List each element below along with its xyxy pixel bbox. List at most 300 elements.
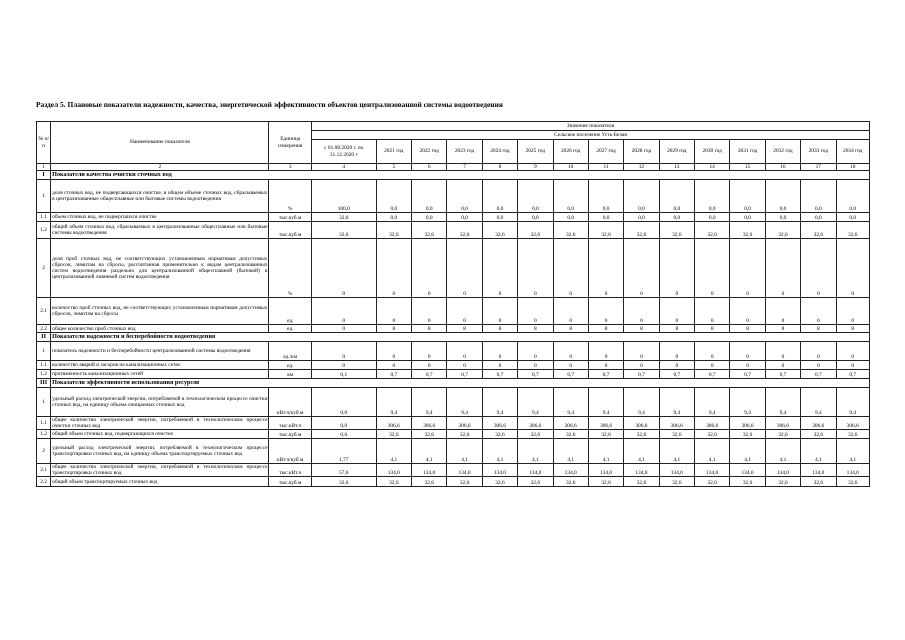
- value-cell: 0,7: [447, 370, 482, 379]
- unit-header: Единица измерения: [269, 122, 311, 164]
- row-number: 2: [37, 439, 51, 464]
- column-number: 8: [482, 164, 517, 171]
- value-cell: 0,0: [836, 213, 870, 222]
- period-header: 2032 год: [765, 140, 800, 164]
- value-cell: 306,6: [836, 417, 870, 430]
- value-cell: 0: [588, 298, 623, 325]
- section-number: III: [37, 379, 51, 388]
- period-header: 2029 год: [659, 140, 694, 164]
- table-row: [37, 342, 870, 361]
- value-cell: 0,0: [311, 430, 376, 439]
- value-cell: 32,6: [518, 222, 553, 239]
- value-cell: 9,4: [518, 388, 553, 417]
- column-number: 3: [269, 164, 311, 171]
- value-cell: 8: [695, 325, 730, 333]
- value-cell: 0,0: [553, 180, 588, 213]
- column-number: 13: [659, 164, 694, 171]
- value-cell: 134,0: [518, 464, 553, 477]
- value-cell: 0,0: [518, 180, 553, 213]
- value-cell: 32,6: [730, 430, 765, 439]
- value-cell: 0: [730, 361, 765, 370]
- indicator-name: доля сточных вод, не подвергающихся очистке, в общем объеме сточных вод, сбрасываемых в централизованные общесплавные или бытовые системы водоотведения: [51, 180, 269, 213]
- value-cell: 32,6: [836, 222, 870, 239]
- indicator-name: общий объем транспортируемых сточных вод: [51, 477, 269, 487]
- value-cell: 32,6: [624, 222, 659, 239]
- value-cell: 32,6: [801, 222, 836, 239]
- value-cell: 0,0: [624, 213, 659, 222]
- value-cell: 0: [659, 298, 694, 325]
- value-cell: 0: [624, 342, 659, 361]
- value-cell: 4,1: [482, 439, 517, 464]
- value-cell: 0,0: [447, 213, 482, 222]
- indicator-name: протяженность канализационных сетей: [51, 370, 269, 379]
- value-cell: 0,0: [588, 213, 623, 222]
- value-cell: 306,6: [730, 417, 765, 430]
- column-number: 9: [518, 164, 553, 171]
- value-cell: 0,0: [412, 180, 447, 213]
- value-cell: 57,6: [311, 464, 376, 477]
- column-number: 5: [376, 164, 411, 171]
- period-header: 2026 год: [553, 140, 588, 164]
- value-cell: 0: [553, 361, 588, 370]
- value-cell: 0,0: [412, 213, 447, 222]
- value-cell: 0: [482, 361, 517, 370]
- table-row: [37, 298, 870, 325]
- period-header: 2022 год: [412, 140, 447, 164]
- value-cell: 8: [412, 325, 447, 333]
- value-cell: 32,6: [801, 430, 836, 439]
- value-cell: 9,4: [376, 388, 411, 417]
- value-cell: 4,1: [588, 439, 623, 464]
- value-cell: 9,4: [624, 388, 659, 417]
- value-cell: 306,6: [659, 417, 694, 430]
- row-number: 1: [37, 388, 51, 417]
- value-cell: 0: [695, 361, 730, 370]
- value-cell: 0: [553, 239, 588, 298]
- value-cell: 0: [765, 298, 800, 325]
- value-cell: 4,1: [836, 439, 870, 464]
- value-cell: 32,6: [518, 430, 553, 439]
- value-cell: 32,6: [412, 430, 447, 439]
- value-cell: 0,7: [376, 370, 411, 379]
- value-cell: 0: [518, 239, 553, 298]
- value-cell: 32,6: [482, 222, 517, 239]
- value-cell: 0,0: [730, 213, 765, 222]
- indicator-name: удельный расход электрической энергии, потребляемой в технологическом процессе транспортировки сточных вод, на единицу объема транспортируемых сточных вод: [51, 439, 269, 464]
- page-title: Раздел 5. Плановые показатели надежности, качества, энергетической эффективности объектов централизованной системы водоотведения: [36, 100, 503, 109]
- value-cell: 0: [765, 361, 800, 370]
- value-cell: 9,4: [730, 388, 765, 417]
- value-cell: 0: [482, 342, 517, 361]
- table-row: [37, 239, 870, 298]
- value-cell: 32,6: [836, 430, 870, 439]
- value-cell: 9,4: [695, 388, 730, 417]
- value-cell: 0: [518, 342, 553, 361]
- section-row: [37, 333, 870, 342]
- value-cell: 306,6: [376, 417, 411, 430]
- value-cell: 0: [311, 342, 376, 361]
- value-cell: 0: [765, 342, 800, 361]
- value-cell: 134,0: [588, 464, 623, 477]
- value-cell: 4,1: [730, 439, 765, 464]
- indicator-name: общее количество электрической энергии, потребляемой в технологическом процессе транспортировки сточных вод: [52, 464, 268, 477]
- value-cell: 0: [412, 361, 447, 370]
- value-cell: 0: [765, 239, 800, 298]
- column-number: 7: [447, 164, 482, 171]
- period-header: 2027 год: [588, 140, 623, 164]
- table-row: [37, 325, 870, 333]
- value-cell: 0,0: [518, 213, 553, 222]
- period-header: 2033 год: [801, 140, 836, 164]
- value-cell: 0: [376, 298, 411, 325]
- section-row: [37, 379, 870, 388]
- value-cell: 32,6: [659, 477, 694, 487]
- value-cell: 1,77: [311, 439, 376, 464]
- section-row: [37, 171, 870, 180]
- row-number: 1.2: [37, 430, 51, 439]
- value-cell: 134,0: [376, 464, 411, 477]
- value-cell: 9,4: [801, 388, 836, 417]
- value-cell: 0: [730, 239, 765, 298]
- value-cell: 8: [447, 325, 482, 333]
- value-cell: 32,6: [765, 222, 800, 239]
- value-cell: 0: [412, 298, 447, 325]
- value-cell: 0: [801, 239, 836, 298]
- value-cell: 32,6: [624, 477, 659, 487]
- value-cell: 306,6: [553, 417, 588, 430]
- value-cell: 9,4: [659, 388, 694, 417]
- value-cell: 306,6: [765, 417, 800, 430]
- indicator-name: общее количество электрической энергии, потребляемой в технологическом процессе очистки сточных вод: [52, 417, 268, 430]
- settlement-header: Сельское поселение Усть-Белая: [311, 131, 869, 140]
- value-cell: 0: [836, 298, 870, 325]
- value-cell: 0,7: [730, 370, 765, 379]
- value-cell: 8: [553, 325, 588, 333]
- column-number: 1: [37, 164, 51, 171]
- value-cell: 0,7: [482, 370, 517, 379]
- value-cell: 0: [376, 361, 411, 370]
- value-cell: 0: [624, 239, 659, 298]
- value-cell: 32,6: [695, 222, 730, 239]
- value-cell: 0: [518, 298, 553, 325]
- value-cell: 0: [836, 239, 870, 298]
- period-header: 2028 год: [624, 140, 659, 164]
- value-cell: 32,6: [624, 430, 659, 439]
- unit-cell: ед.: [269, 298, 311, 325]
- value-cell: 0,0: [311, 417, 376, 430]
- name-header: Наименование показателя: [51, 122, 269, 164]
- unit-cell: тыс.куб.м: [269, 477, 311, 487]
- value-cell: 134,0: [836, 464, 870, 477]
- value-cell: 134,0: [412, 464, 447, 477]
- value-cell: 32,6: [765, 477, 800, 487]
- value-cell: 306,6: [624, 417, 659, 430]
- row-number: 1.1: [37, 213, 51, 222]
- value-cell: 32,6: [659, 430, 694, 439]
- value-cell: 0: [376, 239, 411, 298]
- value-cell: 0: [553, 342, 588, 361]
- value-cell: 4,1: [659, 439, 694, 464]
- value-cell: 0: [588, 239, 623, 298]
- value-cell: 0: [518, 361, 553, 370]
- value-cell: 0,0: [376, 213, 411, 222]
- value-cell: 4,1: [801, 439, 836, 464]
- value-cell: 0: [311, 361, 376, 370]
- value-cell: 0: [412, 239, 447, 298]
- value-cell: 0: [659, 239, 694, 298]
- section-number: I: [37, 171, 51, 180]
- value-cell: 32,6: [412, 477, 447, 487]
- row-number: 1.1: [37, 361, 51, 370]
- value-cell: 0,7: [518, 370, 553, 379]
- value-cell: 0: [447, 298, 482, 325]
- value-cell: 9,4: [588, 388, 623, 417]
- value-cell: 0,0: [801, 213, 836, 222]
- value-cell: 4,1: [624, 439, 659, 464]
- period-header: 2030 год: [695, 140, 730, 164]
- unit-cell: тыс.кВт.ч: [269, 464, 311, 477]
- value-cell: 306,6: [588, 417, 623, 430]
- unit-cell: тыс.куб.м: [269, 430, 311, 439]
- value-cell: 32,6: [376, 477, 411, 487]
- value-cell: 4,1: [553, 439, 588, 464]
- value-cell: 32,6: [376, 222, 411, 239]
- value-cell: 0: [311, 298, 376, 325]
- indicator-name: общий объем сточных вод, сбрасываемых в централизованные общесплавные или бытовые системы водоотведения: [51, 222, 269, 239]
- value-cell: 0: [482, 298, 517, 325]
- value-cell: 0: [376, 342, 411, 361]
- value-cell: 32,6: [311, 213, 376, 222]
- value-cell: 0,0: [376, 180, 411, 213]
- value-cell: 32,6: [801, 477, 836, 487]
- value-cell: 0: [624, 361, 659, 370]
- value-cell: 0,7: [765, 370, 800, 379]
- table-row: [37, 430, 870, 439]
- column-number: 18: [836, 164, 870, 171]
- value-cell: 0: [588, 361, 623, 370]
- value-cell: 0,7: [695, 370, 730, 379]
- value-cell: 0,0: [730, 180, 765, 213]
- value-cell: 0,0: [836, 180, 870, 213]
- table-row: [37, 361, 870, 370]
- value-cell: 134,0: [765, 464, 800, 477]
- unit-cell: кВт.ч/куб.м: [269, 439, 311, 464]
- value-cell: 9,4: [553, 388, 588, 417]
- value-cell: 306,6: [412, 417, 447, 430]
- value-cell: 0: [836, 361, 870, 370]
- value-cell: 0: [801, 342, 836, 361]
- indicator-name: доля проб сточных вод, не соответствующих установленным нормативам допустимых сбросов, лимитам на сбросы, рассчитанная применительно к видам централизованных систем водоотведения раздельно для централизованной общесплавной (бытовой) и централизованной ливневой систем водоотведения: [51, 239, 269, 298]
- value-cell: 0: [801, 298, 836, 325]
- value-cell: 0: [695, 239, 730, 298]
- value-cell: 32,6: [730, 222, 765, 239]
- row-number: 2: [37, 239, 51, 298]
- value-cell: 0,0: [659, 213, 694, 222]
- value-cell: 0: [553, 298, 588, 325]
- value-cell: 0: [447, 239, 482, 298]
- value-cell: 4,1: [447, 439, 482, 464]
- value-cell: 0,7: [553, 370, 588, 379]
- num-header: № п/п: [37, 122, 51, 164]
- value-cell: 0,7: [624, 370, 659, 379]
- value-cell: 32,6: [447, 430, 482, 439]
- period-header: 2031 год: [730, 140, 765, 164]
- value-cell: 0,7: [588, 370, 623, 379]
- period-header: с 01.08.2020 г. по 31.12.2020 г: [311, 140, 376, 164]
- section-title: Показатели надежности и бесперебойности водоотведения: [51, 333, 870, 342]
- table-row: [37, 477, 870, 487]
- value-cell: 4,1: [765, 439, 800, 464]
- period-header: 2021 год: [376, 140, 411, 164]
- row-number: 1: [37, 180, 51, 213]
- value-cell: 134,0: [624, 464, 659, 477]
- value-cell: 0,0: [482, 180, 517, 213]
- indicator-name: объем сточных вод, не подвергшихся очистке: [51, 213, 269, 222]
- unit-cell: кВт.ч/куб.м: [269, 388, 311, 417]
- value-cell: 134,0: [659, 464, 694, 477]
- value-cell: 0: [482, 239, 517, 298]
- indicators-table: [36, 121, 870, 487]
- value-cell: 32,6: [730, 477, 765, 487]
- table-row: [37, 417, 870, 430]
- value-cell: 0,0: [624, 180, 659, 213]
- value-cell: 32,6: [311, 222, 376, 239]
- value-cell: 8: [376, 325, 411, 333]
- column-number: 17: [801, 164, 836, 171]
- unit-cell: тыс.куб.м: [269, 213, 311, 222]
- value-cell: 32,6: [518, 477, 553, 487]
- value-cell: 0: [447, 342, 482, 361]
- period-header: 2025 год: [518, 140, 553, 164]
- value-cell: 4,1: [518, 439, 553, 464]
- row-number: 1.2: [37, 222, 51, 239]
- unit-cell: %: [269, 239, 311, 298]
- unit-cell: %: [269, 180, 311, 213]
- section-number: II: [37, 333, 51, 342]
- value-cell: 134,0: [553, 464, 588, 477]
- table-row: [37, 180, 870, 213]
- value-cell: 8: [482, 325, 517, 333]
- value-cell: 134,0: [482, 464, 517, 477]
- value-cell: 8: [836, 325, 870, 333]
- value-cell: 0,0: [765, 180, 800, 213]
- unit-cell: ед.: [269, 361, 311, 370]
- value-cell: 0: [730, 342, 765, 361]
- table-row: [37, 222, 870, 239]
- value-cell: 306,6: [447, 417, 482, 430]
- table-row: [37, 388, 870, 417]
- value-cell: 0: [624, 298, 659, 325]
- section-title: Показатели качества очистки сточных вод: [51, 171, 870, 180]
- value-cell: 0,0: [801, 180, 836, 213]
- value-cell: 134,0: [695, 464, 730, 477]
- value-cell: 134,0: [447, 464, 482, 477]
- row-number: 2.1: [37, 298, 51, 325]
- unit-cell: ед./км: [269, 342, 311, 361]
- value-cell: 32,6: [588, 430, 623, 439]
- table-row: [37, 439, 870, 464]
- value-cell: 32,6: [482, 430, 517, 439]
- value-cell: 32,6: [482, 477, 517, 487]
- value-cell: 32,6: [311, 477, 376, 487]
- value-cell: 0: [412, 342, 447, 361]
- value-cell: 8: [765, 325, 800, 333]
- period-header: 2023 год: [447, 140, 482, 164]
- header-row: [37, 122, 870, 131]
- value-cell: 0,1: [311, 370, 376, 379]
- value-cell: 0,0: [765, 213, 800, 222]
- value-cell: 32,6: [447, 222, 482, 239]
- value-cell: 100,0: [311, 180, 376, 213]
- value-cell: 0,0: [482, 213, 517, 222]
- value-cell: 32,6: [553, 477, 588, 487]
- indicator-name: количество аварий и засоров на канализационных сетях: [51, 361, 269, 370]
- column-number: 6: [412, 164, 447, 171]
- unit-cell: тыс.кВт.ч: [269, 417, 311, 430]
- value-cell: 8: [801, 325, 836, 333]
- value-cell: 32,6: [765, 430, 800, 439]
- value-cell: 9,4: [412, 388, 447, 417]
- value-cell: 0,0: [311, 388, 376, 417]
- value-cell: 32,6: [836, 477, 870, 487]
- value-cell: 9,4: [482, 388, 517, 417]
- value-cell: 9,4: [836, 388, 870, 417]
- value-cell: 8: [518, 325, 553, 333]
- column-number: 16: [765, 164, 800, 171]
- unit-cell: км: [269, 370, 311, 379]
- indicator-name: общее количество проб сточных вод: [51, 325, 269, 333]
- value-cell: 0: [730, 298, 765, 325]
- column-number: 2: [51, 164, 269, 171]
- row-number: 1.1: [37, 417, 51, 430]
- value-cell: 306,6: [695, 417, 730, 430]
- row-number: 1.2: [37, 370, 51, 379]
- value-cell: 8: [624, 325, 659, 333]
- value-cell: 4,1: [695, 439, 730, 464]
- unit-cell: ед.: [269, 325, 311, 333]
- indicator-name: количество проб сточных вод, не соответствующих установленным нормативам допустимых сбросов, лимитам на сбросы: [51, 298, 269, 325]
- value-cell: 0: [311, 239, 376, 298]
- value-cell: 0: [659, 342, 694, 361]
- column-number: 15: [730, 164, 765, 171]
- value-cell: 32,6: [695, 477, 730, 487]
- value-cell: 0: [695, 342, 730, 361]
- value-cell: 0: [311, 325, 376, 333]
- value-cell: 0: [695, 298, 730, 325]
- unit-cell: тыс.куб.м: [269, 222, 311, 239]
- value-cell: 32,6: [412, 222, 447, 239]
- value-cell: 0,7: [412, 370, 447, 379]
- value-cell: 0,0: [553, 213, 588, 222]
- column-number-row: [37, 164, 870, 171]
- value-cell: 32,6: [659, 222, 694, 239]
- value-cell: 0,0: [695, 213, 730, 222]
- value-cell: 0: [447, 361, 482, 370]
- indicator-name: удельный расход электрической энергии, потребляемой в технологическом процессе очистки сточных вод, на единицу объема очищаемых сточных вод: [51, 388, 269, 417]
- value-cell: 0: [659, 361, 694, 370]
- value-cell: 0: [588, 342, 623, 361]
- value-cell: 32,6: [588, 222, 623, 239]
- value-cell: 8: [588, 325, 623, 333]
- value-cell: 0,0: [447, 180, 482, 213]
- value-cell: 134,0: [730, 464, 765, 477]
- value-cell: 9,4: [765, 388, 800, 417]
- period-header: 2034 год: [836, 140, 870, 164]
- value-cell: 134,0: [801, 464, 836, 477]
- table-row: [37, 370, 870, 379]
- value-cell: 306,6: [482, 417, 517, 430]
- value-cell: 4,1: [412, 439, 447, 464]
